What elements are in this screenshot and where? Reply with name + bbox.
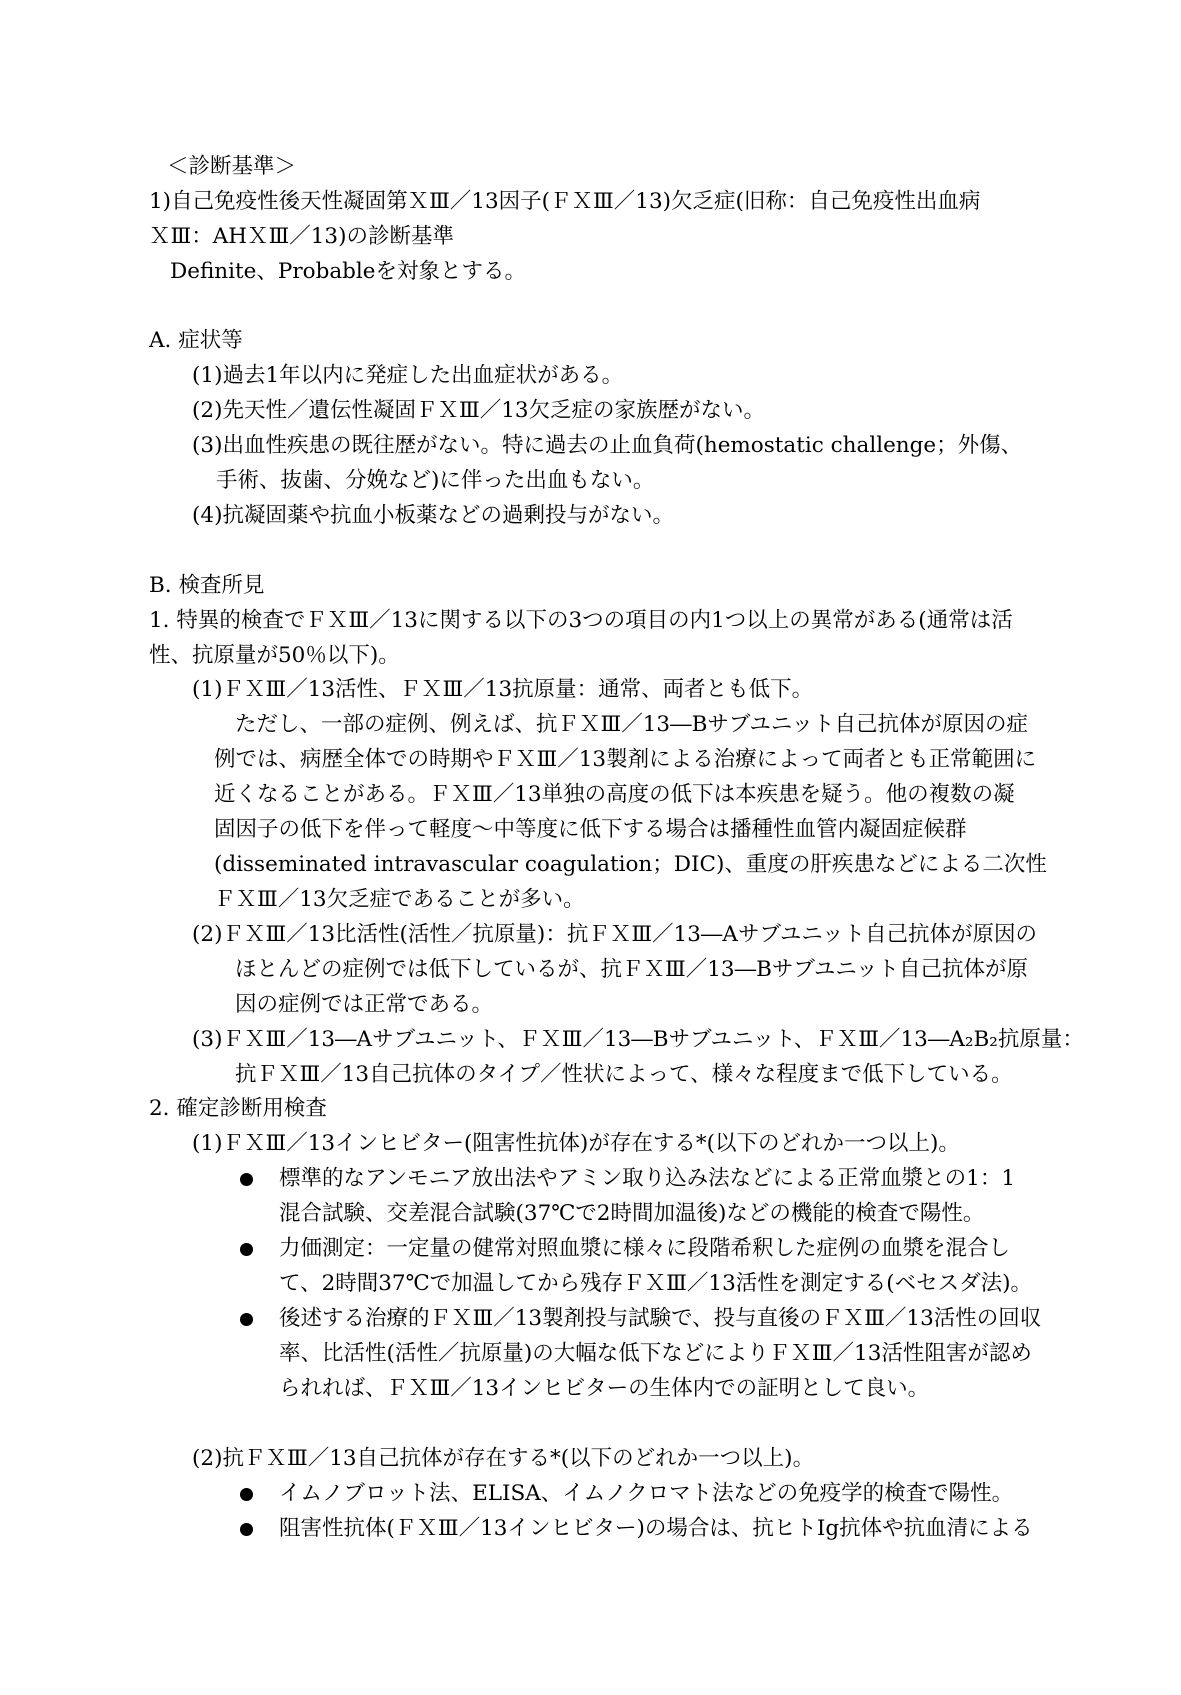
sub-item: (1)ＦＸⅢ／13活性、ＦＸⅢ／13抗原量：通常、両者とも低下。 — [192, 677, 814, 702]
bullet-icon — [240, 1488, 253, 1501]
bullet-icon — [240, 1313, 253, 1326]
sub-item-text: ＦＸⅢ／13欠乏症であることが多い。 — [214, 887, 585, 912]
sub-item-text: (disseminated intravascular coagulation；DIC)、重度の肝疾患などによる二次性 — [214, 852, 1047, 877]
symptom-item: (4)抗凝固薬や抗血小板薬などの過剰投与がない。 — [192, 503, 674, 528]
sub-item-text: 因の症例では正常である。 — [235, 992, 494, 1017]
criteria-heading: 1)自己免疫性後天性凝固第ＸⅢ／13因子(ＦＸⅢ／13)欠乏症(旧称：自己免疫性出血病 — [149, 189, 981, 214]
symptom-item-cont: 手術、抜歯、分娩など)に伴った出血もない。 — [216, 468, 655, 493]
symptom-item: (3)出血性疾患の既往歴がない。特に過去の止血負荷(hemostatic challenge；外傷、 — [192, 433, 1023, 458]
bullet-icon — [240, 1173, 253, 1186]
sub-item: (2)ＦＸⅢ／13比活性(活性／抗原量)：抗ＦＸⅢ／13―Aサブユニット自己抗体が原因の — [192, 922, 1038, 947]
test-item-1: 1. 特異的検査でＦＸⅢ／13に関する以下の3つの項目の内1つ以上の異常がある(通常は活 — [149, 608, 1013, 633]
section-b-heading: B. 検査所見 — [149, 573, 265, 598]
bullet-text: 阻害性抗体(ＦＸⅢ／13インヒビター)の場合は、抗ヒトIg抗体や抗血清による — [279, 1516, 1033, 1541]
sub-item-text: ただし、一部の症例、例えば、抗ＦＸⅢ／13―Bサブユニット自己抗体が原因の症 — [235, 712, 1028, 737]
bullet-text: イムノブロット法、ELISA、イムノクロマト法などの免疫学的検査で陽性。 — [279, 1481, 1014, 1506]
sub-item-text: 近くなることがある。ＦＸⅢ／13単独の高度の低下は本疾患を疑う。他の複数の凝 — [214, 782, 1015, 807]
test-item-1-cont: 性、抗原量が50％以下)。 — [149, 643, 400, 668]
sub-item: (1)ＦＸⅢ／13インヒビター(阻害性抗体)が存在する*(以下のどれか一つ以上)。 — [192, 1131, 960, 1156]
scope-text: Definite、Probableを対象とする。 — [170, 259, 527, 284]
sub-item-text: 例では、病歴全体での時期やＦＸⅢ／13製剤による治療によって両者とも正常範囲に — [214, 747, 1037, 772]
sub-item-text: 固因子の低下を伴って軽度～中等度に低下する場合は播種性血管内凝固症候群 — [214, 817, 967, 842]
sub-item: (2)抗ＦＸⅢ／13自己抗体が存在する*(以下のどれか一つ以上)。 — [192, 1446, 815, 1471]
bullet-text: て、2時間37℃で加温してから残存ＦＸⅢ／13活性を測定する(ベセスダ法)。 — [279, 1271, 1033, 1296]
test-item-2: 2. 確定診断用検査 — [149, 1096, 327, 1121]
bullet-text: 標準的なアンモニア放出法やアミン取り込み法などによる正常血漿との1：1 — [279, 1166, 1016, 1191]
sub-item-text: ほとんどの症例では低下しているが、抗ＦＸⅢ／13―Bサブユニット自己抗体が原 — [235, 957, 1028, 982]
symptom-item: (1)過去1年以内に発症した出血症状がある。 — [192, 363, 624, 388]
symptom-item: (2)先天性／遺伝性凝固ＦＸⅢ／13欠乏症の家族歴がない。 — [192, 398, 766, 423]
bullet-text: 率、比活性(活性／抗原量)の大幅な低下などによりＦＸⅢ／13活性阻害が認め — [279, 1341, 1032, 1366]
document-title: ＜診断基準＞ — [167, 154, 297, 179]
criteria-heading-cont: ＸⅢ：AHＸⅢ／13)の診断基準 — [149, 224, 454, 249]
bullet-text: 力価測定：一定量の健常対照血漿に様々に段階希釈した症例の血漿を混合し — [279, 1236, 1011, 1261]
sub-item: (3)ＦＸⅢ／13―Aサブユニット、ＦＸⅢ／13―Bサブユニット、ＦＸⅢ／13―A₂B₂抗原量： — [192, 1027, 1084, 1052]
bullet-icon — [240, 1243, 253, 1256]
bullet-text: 混合試験、交差混合試験(37℃で2時間加温後)などの機能的検査で陽性。 — [279, 1201, 985, 1226]
section-a-heading: A. 症状等 — [149, 328, 243, 353]
sub-item-text: 抗ＦＸⅢ／13自己抗体のタイプ／性状によって、様々な程度まで低下している。 — [235, 1062, 1013, 1087]
bullet-text: 後述する治療的ＦＸⅢ／13製剤投与試験で、投与直後のＦＸⅢ／13活性の回収 — [279, 1306, 1042, 1331]
bullet-icon — [240, 1523, 253, 1536]
bullet-text: られれば、ＦＸⅢ／13インヒビターの生体内での証明として良い。 — [279, 1376, 930, 1401]
